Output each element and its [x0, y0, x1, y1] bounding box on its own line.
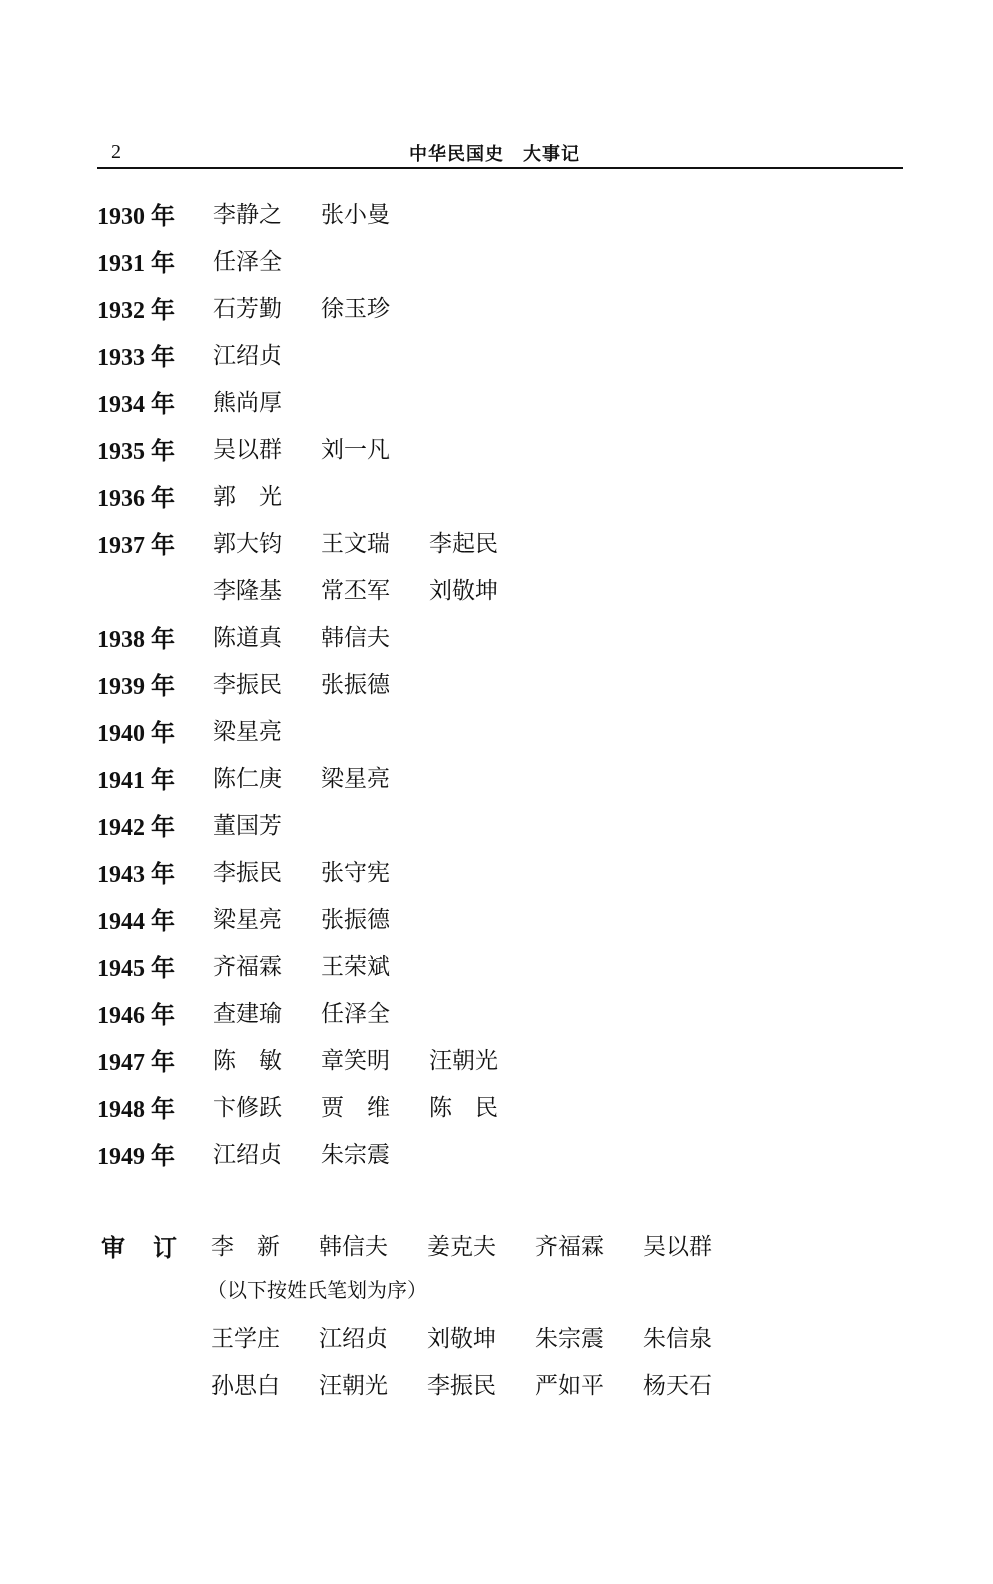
reviewer-name: 姜克夫: [427, 1234, 496, 1260]
year-label: 1945 年: [97, 956, 175, 982]
author-name: 李起民: [429, 531, 498, 557]
author-name: 卞修跃: [213, 1095, 282, 1121]
year-label: 1934 年: [97, 392, 175, 418]
reviewer-name: 王学庄: [211, 1326, 280, 1352]
author-name: 刘敬坤: [429, 578, 498, 604]
review-label: 审订: [101, 1234, 205, 1262]
author-name: 李振民: [213, 860, 282, 886]
author-name: 朱宗震: [321, 1142, 390, 1168]
reviewer-name: 严如平: [535, 1373, 604, 1399]
author-name: 梁星亮: [321, 766, 390, 792]
author-name: 任泽全: [213, 249, 282, 275]
author-name: 齐福霖: [213, 954, 282, 980]
ordering-note: （以下按姓氏笔划为序）: [207, 1278, 427, 1302]
author-name: 韩信夫: [321, 625, 390, 651]
year-label: 1944 年: [97, 909, 175, 935]
year-label: 1932 年: [97, 298, 175, 324]
year-label: 1930 年: [97, 204, 175, 230]
author-name: 王文瑞: [321, 531, 390, 557]
reviewer-name: 朱宗震: [535, 1326, 604, 1352]
year-label: 1949 年: [97, 1144, 175, 1170]
reviewer-name: 杨天石: [643, 1373, 712, 1399]
year-label: 1941 年: [97, 768, 175, 794]
author-name: 王荣斌: [321, 954, 390, 980]
reviewer-name: 刘敬坤: [427, 1326, 496, 1352]
reviewer-name: 孙思白: [211, 1373, 280, 1399]
reviewer-name: 吴以群: [643, 1234, 712, 1260]
year-label: 1943 年: [97, 862, 175, 888]
year-label: 1940 年: [97, 721, 175, 747]
year-label: 1937 年: [97, 533, 175, 559]
year-label: 1935 年: [97, 439, 175, 465]
author-name: 李静之: [213, 202, 282, 228]
reviewer-name: 李振民: [427, 1373, 496, 1399]
author-name: 陈道真: [213, 625, 282, 651]
author-name: 梁星亮: [213, 907, 282, 933]
reviewer-name: 齐福霖: [535, 1234, 604, 1260]
reviewer-name: 李 新: [211, 1234, 280, 1260]
reviewer-name: 朱信泉: [643, 1326, 712, 1352]
year-label: 1942 年: [97, 815, 175, 841]
author-name: 常丕军: [321, 578, 390, 604]
author-name: 李振民: [213, 672, 282, 698]
author-name: 贾 维: [321, 1095, 390, 1121]
author-name: 熊尚厚: [213, 390, 282, 416]
author-name: 张小曼: [321, 202, 390, 228]
author-name: 吴以群: [213, 437, 282, 463]
author-name: 徐玉珍: [321, 296, 390, 322]
running-header: [97, 137, 903, 169]
year-label: 1948 年: [97, 1097, 175, 1123]
book-title: 中华民国史 大事记: [409, 144, 580, 165]
year-label: 1936 年: [97, 486, 175, 512]
author-name: 汪朝光: [429, 1048, 498, 1074]
year-label: 1931 年: [97, 251, 175, 277]
author-name: 董国芳: [213, 813, 282, 839]
author-name: 张守宪: [321, 860, 390, 886]
review-row: [211, 1367, 712, 1549]
author-name: 梁星亮: [213, 719, 282, 745]
author-name: 查建瑜: [213, 1001, 282, 1027]
author-name: 郭大钧: [213, 531, 282, 557]
author-name: 陈仁庚: [213, 766, 282, 792]
author-name: 石芳勤: [213, 296, 282, 322]
author-name: 陈 民: [429, 1095, 498, 1121]
year-label: 1946 年: [97, 1003, 175, 1029]
reviewer-name: 韩信夫: [319, 1234, 388, 1260]
author-name: 李隆基: [213, 578, 282, 604]
author-name: 郭 光: [213, 484, 282, 510]
page-number: 2: [111, 141, 121, 163]
author-name: 张振德: [321, 907, 390, 933]
year-label: 1947 年: [97, 1050, 175, 1076]
author-name: 任泽全: [321, 1001, 390, 1027]
year-label: 1939 年: [97, 674, 175, 700]
author-name: 张振德: [321, 672, 390, 698]
author-name: 江绍贞: [213, 1142, 282, 1168]
reviewer-name: 江绍贞: [319, 1326, 388, 1352]
year-label: 1938 年: [97, 627, 175, 653]
author-name: 章笑明: [321, 1048, 390, 1074]
year-label: 1933 年: [97, 345, 175, 371]
author-name: 陈 敏: [213, 1048, 282, 1074]
author-name: 刘一凡: [321, 437, 390, 463]
reviewer-name: 汪朝光: [319, 1373, 388, 1399]
author-name: 江绍贞: [213, 343, 282, 369]
